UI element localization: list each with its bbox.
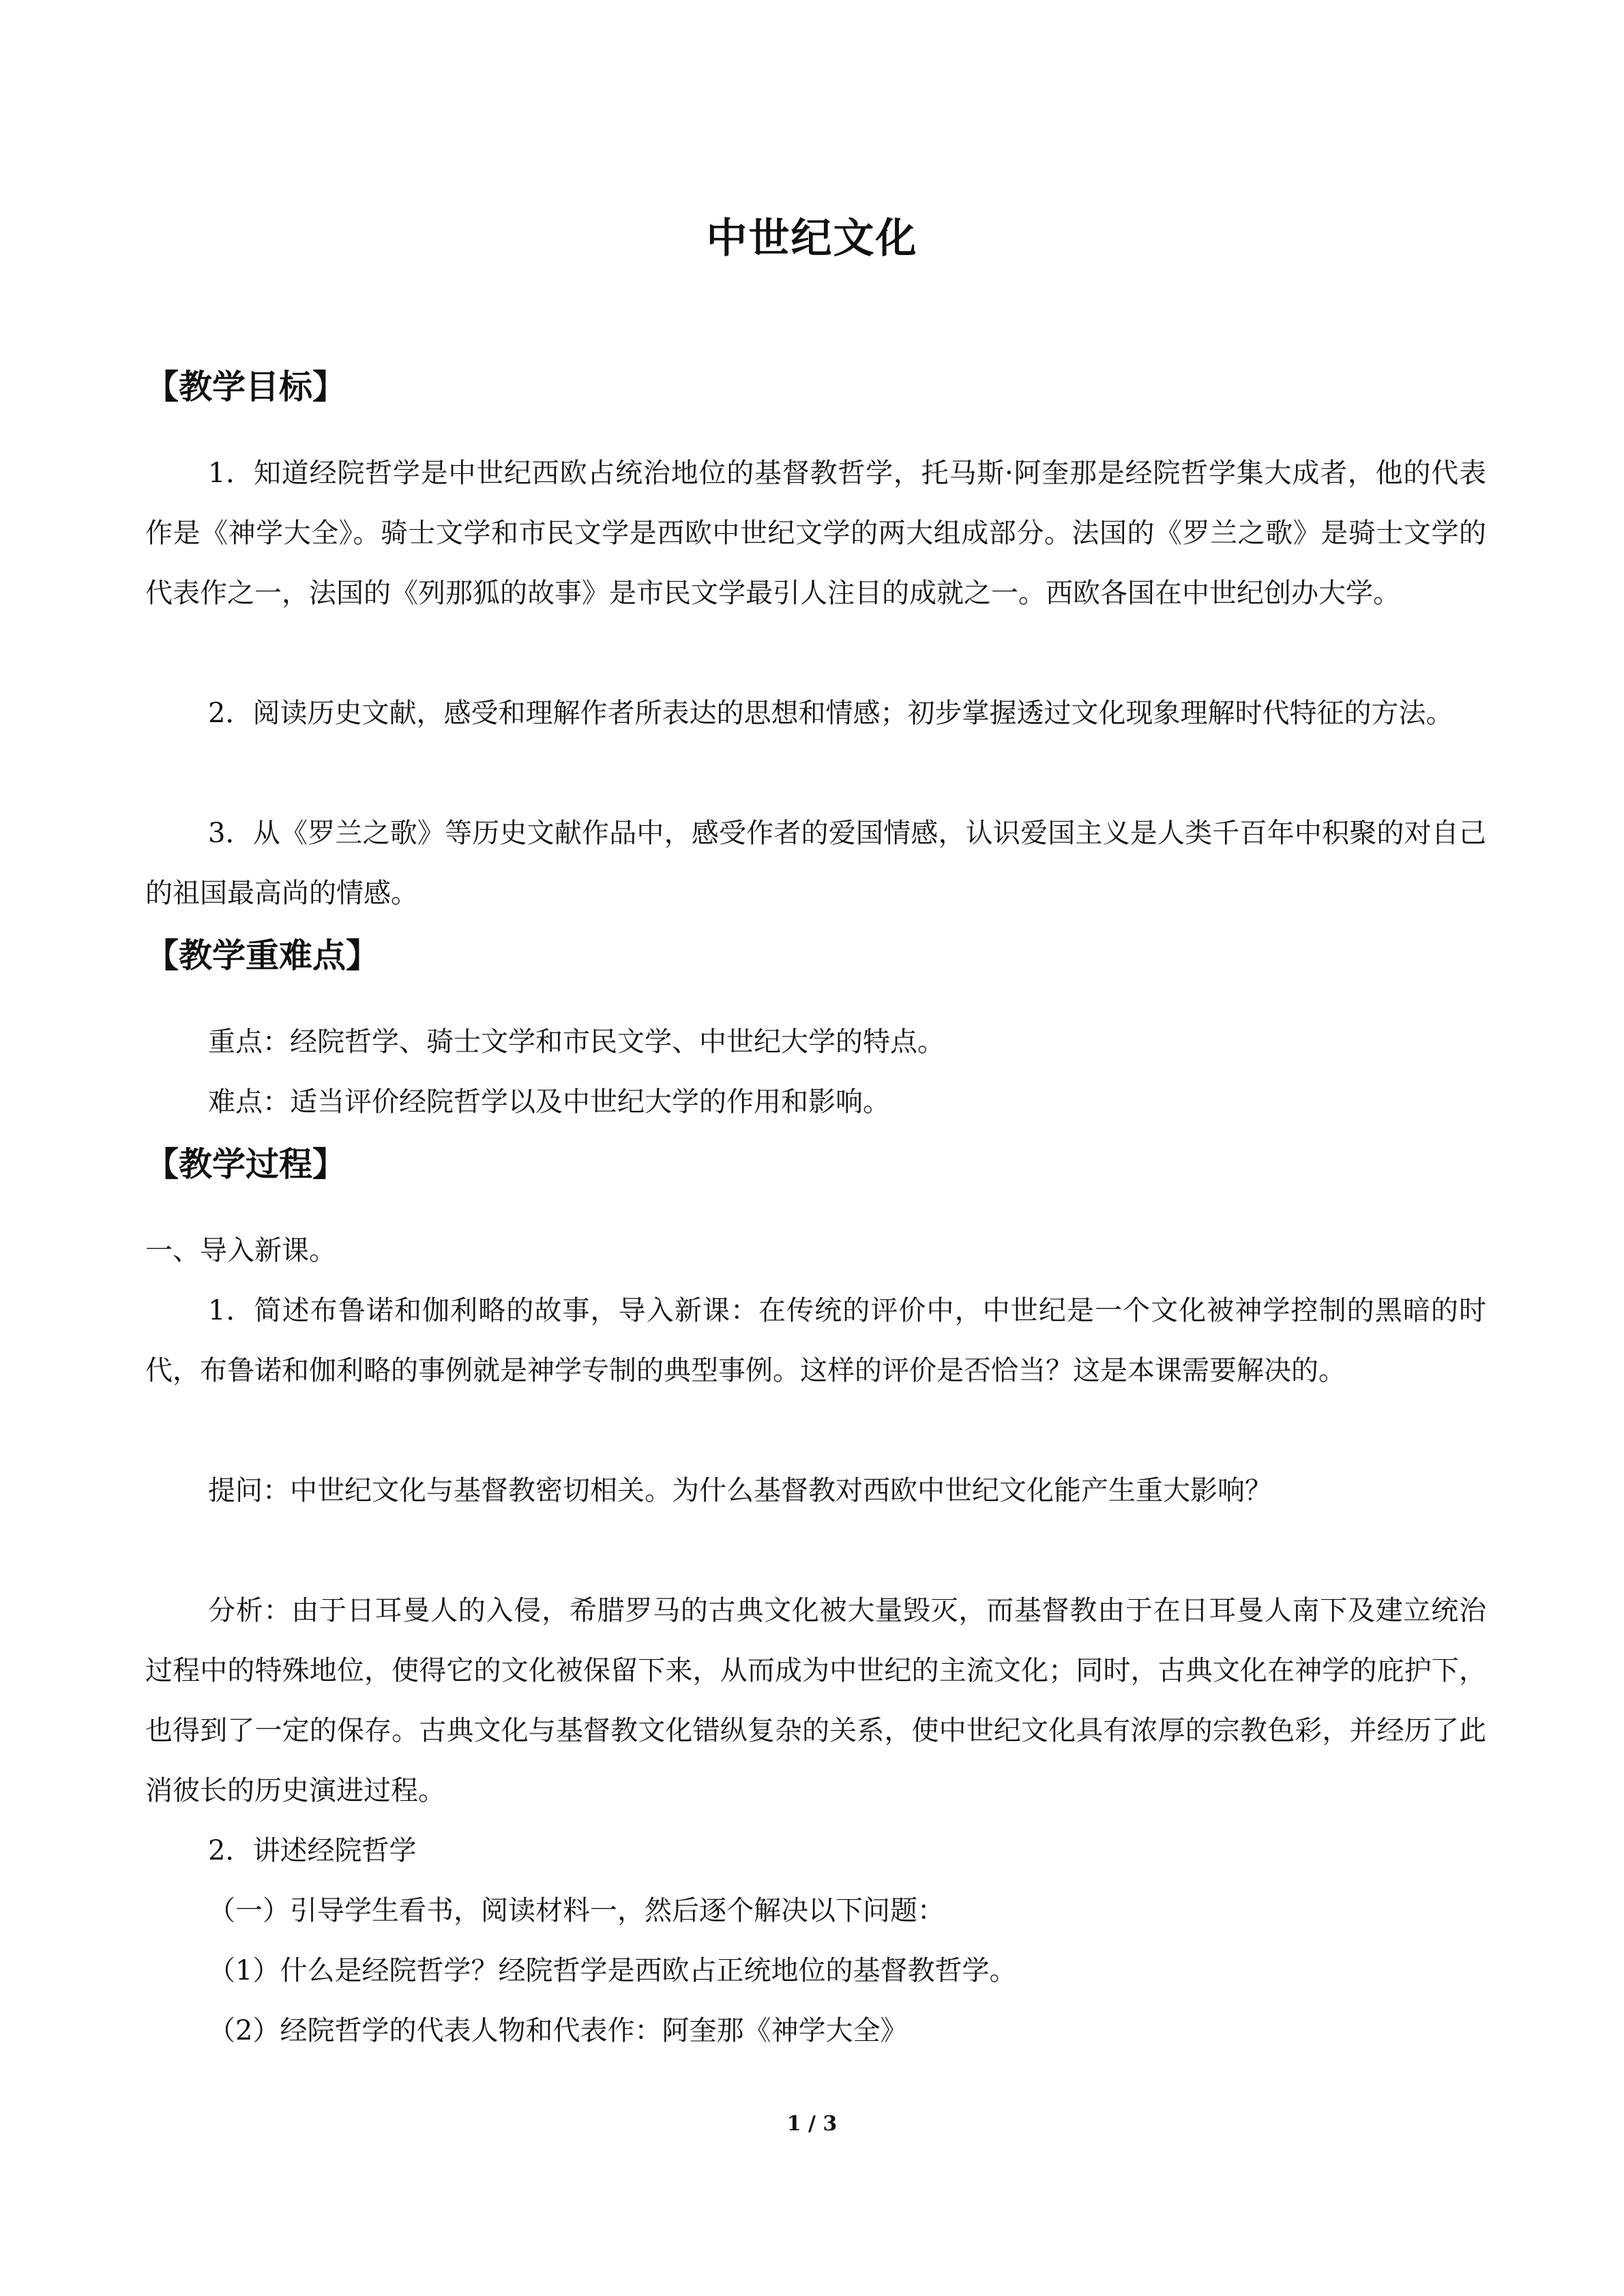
- objective-2: 2．阅读历史文献，感受和理解作者所表达的思想和情感；初步掌握透过文化现象理解时代特征的方法。: [208, 698, 1453, 729]
- page-title: 中世纪文化: [706, 215, 918, 263]
- process-question: 提问：中世纪文化与基督教密切相关。为什么基督教对西欧中世纪文化能产生重大影响？: [208, 1475, 1272, 1506]
- process-paragraph-1: 1．简述布鲁诺和伽利略的故事，导入新课：在传统的评价中，中世纪是一个文化被神学控制的黑暗的时代，布鲁诺和伽利略的事例就是神学专制的典型事例。这样的评价是否恰当？这是本课需要解决的。: [145, 1295, 1486, 1386]
- section-heading-process: 【教学过程】: [145, 1145, 346, 1184]
- objective-1: 1．知道经院哲学是中世纪西欧占统治地位的基督教哲学，托马斯·阿奎那是经院哲学集大成者，他的代表作是《神学大全》。骑士文学和市民文学是西欧中世纪文学的两大组成部分。法国的《罗兰之歌》是骑士文学的代表作之一，法国的《列那狐的故事》是市民文学最引人注目的成就之一。西欧各国在中世纪创办大学。: [145, 458, 1486, 609]
- process-analysis: 分析：由于日耳曼人的入侵，希腊罗马的古典文化被大量毁灭，而基督教由于在日耳曼人南下及建立统治过程中的特殊地位，使得它的文化被保留下来，从而成为中世纪的主流文化；同时，古典文化在神学的庇护下，也得到了一定的保存。古典文化与基督教文化错纵复杂的关系，使中世纪文化具有浓厚的宗教色彩，并经历了此消彼长的历史演进过程。: [145, 1595, 1486, 1806]
- section-heading-keypoints: 【教学重难点】: [145, 936, 380, 975]
- difficult-point: 难点：适当评价经院哲学以及中世纪大学的作用和影响。: [208, 1086, 890, 1118]
- objective-3: 3．从《罗兰之歌》等历史文献作品中，感受作者的爱国情感，认识爱国主义是人类千百年中积聚的对自己的祖国最高尚的情感。: [145, 818, 1486, 909]
- section-heading-objectives: 【教学目标】: [145, 368, 346, 406]
- process-paragraph-2: 2．讲述经院哲学: [208, 1835, 417, 1866]
- process-question-2: （2）经院哲学的代表人物和代表作：阿奎那《神学大全》: [208, 2015, 908, 2046]
- process-question-1: （1）什么是经院哲学？经院哲学是西欧占正统地位的基督教哲学。: [208, 1955, 1017, 1986]
- key-point: 重点：经院哲学、骑士文学和市民文学、中世纪大学的特点。: [208, 1026, 945, 1058]
- page-indicator: 1 / 3: [786, 2112, 838, 2136]
- process-guide: （一）引导学生看书，阅读材料一，然后逐个解决以下问题：: [208, 1895, 945, 1926]
- process-intro: 一、导入新课。: [145, 1235, 336, 1266]
